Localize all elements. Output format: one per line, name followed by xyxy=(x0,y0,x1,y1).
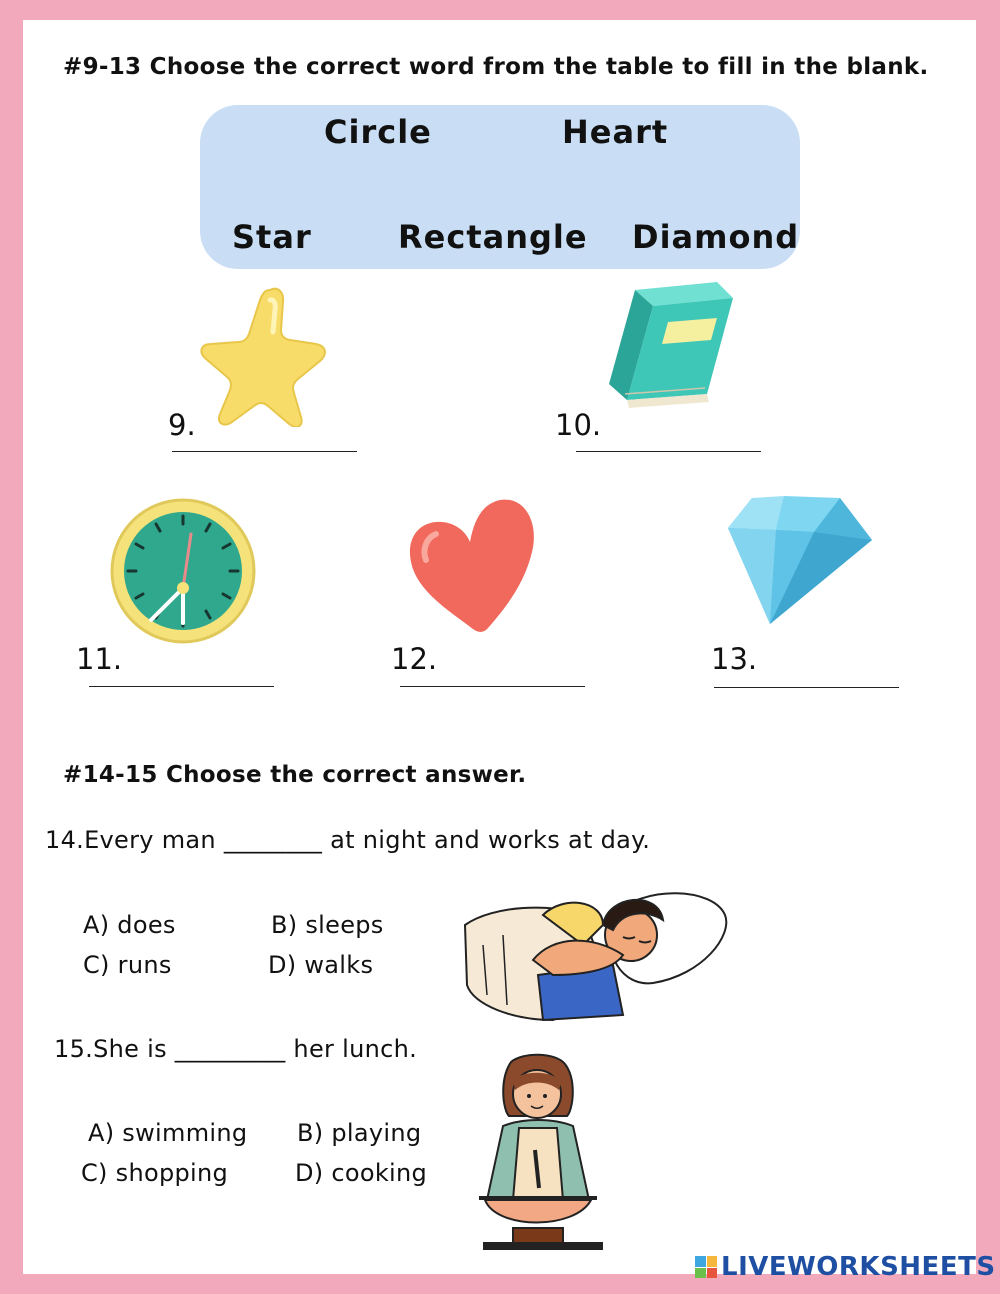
logo-text: LIVEWORKSHEETS xyxy=(721,1252,996,1282)
item-number: 11. xyxy=(76,642,123,676)
word-bank-item: Star xyxy=(232,218,312,256)
item-number: 9. xyxy=(168,408,196,442)
answer-blank-11[interactable] xyxy=(89,686,274,687)
answer-blank-12[interactable] xyxy=(400,686,585,687)
clock-icon xyxy=(108,496,258,646)
star-icon xyxy=(188,282,333,427)
answer-blank-9[interactable] xyxy=(172,451,357,452)
book-icon xyxy=(605,278,740,413)
heart-icon xyxy=(406,494,541,634)
diamond-icon xyxy=(724,492,874,632)
answer-option[interactable]: D) cooking xyxy=(295,1159,428,1187)
word-bank-item: Heart xyxy=(562,113,669,151)
answer-option[interactable]: B) sleeps xyxy=(271,911,384,939)
worksheet-page xyxy=(23,20,996,1282)
answer-option[interactable]: A) swimming xyxy=(88,1119,248,1147)
section-1-heading: #9-13 Choose the correct word from the table to fill in the blank. xyxy=(63,54,929,80)
question-14-prompt: 14.Every man ________ at night and works at day. xyxy=(45,826,651,854)
word-bank-item: Circle xyxy=(324,113,432,151)
answer-option[interactable]: C) runs xyxy=(83,951,172,979)
answer-option[interactable]: C) shopping xyxy=(81,1159,229,1187)
word-bank-item: Rectangle xyxy=(398,218,588,256)
answer-blank-13[interactable] xyxy=(714,687,899,688)
answer-blank-10[interactable] xyxy=(576,451,761,452)
sleeping-person-icon xyxy=(463,875,733,1025)
liveworksheets-logo[interactable] xyxy=(695,1252,996,1282)
item-number: 10. xyxy=(555,408,602,442)
item-number: 12. xyxy=(391,642,438,676)
question-15-prompt: 15.She is _________ her lunch. xyxy=(54,1035,418,1063)
answer-option[interactable]: A) does xyxy=(83,911,176,939)
answer-option[interactable]: D) walks xyxy=(268,951,374,979)
word-bank-item: Diamond xyxy=(632,218,800,256)
word-bank xyxy=(200,105,800,269)
girl-cooking-icon xyxy=(463,1050,613,1260)
section-2-heading: #14-15 Choose the correct answer. xyxy=(63,762,527,788)
answer-option[interactable]: B) playing xyxy=(297,1119,422,1147)
item-number: 13. xyxy=(711,642,758,676)
liveworksheets-logo-icon xyxy=(695,1256,717,1278)
